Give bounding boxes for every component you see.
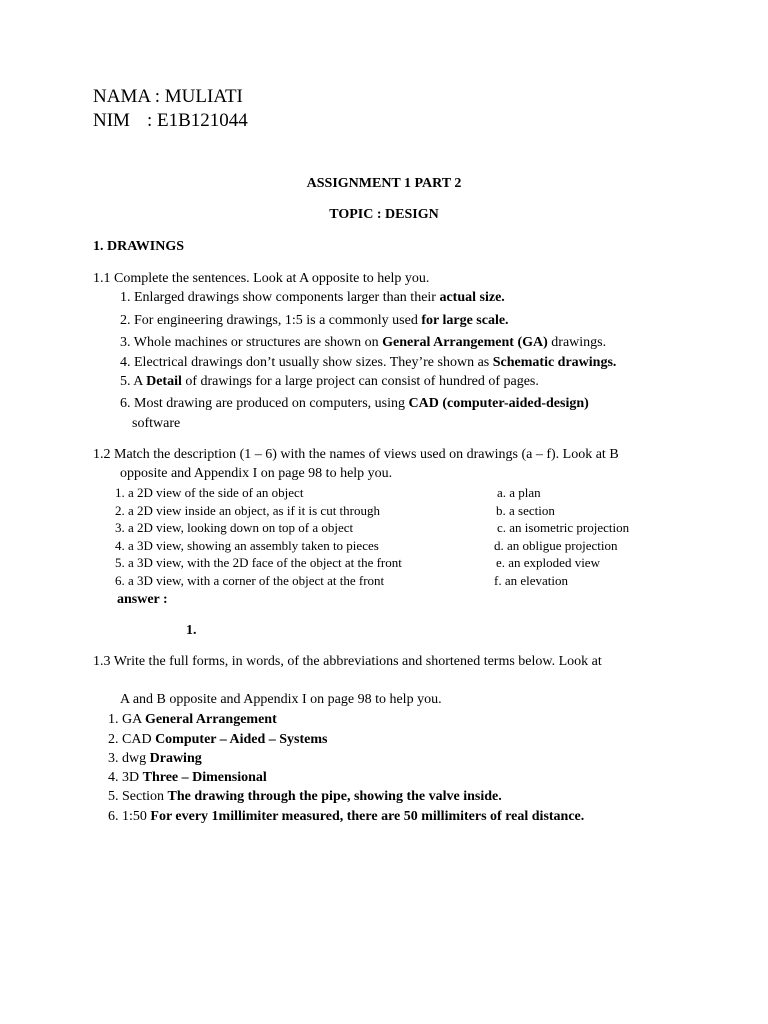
q1-1-item-2: 2. For engineering drawings, 1:5 is a commonly used for large scale. [120,313,509,328]
q1-1-answer-4: Schematic drawings. [492,355,617,370]
q1-1-answer-1: actual size. [439,290,505,305]
q1-2-answer-first: 1. [186,623,197,638]
q1-1-item-4: 4. Electrical drawings don’t usually show sizes. They’re shown as Schematic drawings. [120,355,617,370]
q1-2-answer-label: answer : [117,592,168,607]
q1-3-item-6: 6. 1:50 For every 1millimiter measured, there are 50 millimiters of real distance. [108,809,585,824]
q1-3-prompt-line1: 1.3 Write the full forms, in words, of the abbreviations and shortened terms below. Look at [93,654,602,669]
q1-1-prompt: 1.1 Complete the sentences. Look at A opposite to help you. [93,271,430,286]
student-nim-label: NIM [93,110,130,131]
q1-2-description-2: 2. a 2D view inside an object, as if it is cut through [115,503,381,518]
q1-1-item-5: 5. A Detail of drawings for a large project can consist of hundred of pages. [120,374,539,389]
q1-2-view-d: d. an obligue projection [494,538,618,553]
q1-2-view-e: e. an exploded view [496,555,600,570]
q1-3-answer-2: Computer – Aided – Systems [155,732,328,747]
q1-3-prompt-line2: A and B opposite and Appendix I on page 98 to help you. [120,692,442,707]
section-heading: 1. DRAWINGS [93,239,185,254]
q1-1-answer-6: CAD (computer-aided-design) [408,396,589,411]
q1-3-answer-4: Three – Dimensional [142,770,267,785]
q1-1-answer-2: for large scale. [421,313,509,328]
q1-3-answer-6: For every 1millimiter measured, there are 50 millimiters of real distance. [150,809,585,824]
q1-2-view-b: b. a section [496,503,555,518]
q1-1-item-1: 1. Enlarged drawings show components larger than their actual size. [120,290,505,305]
q1-1-item-6-continuation: software [132,416,181,431]
q1-2-description-5: 5. a 3D view, with the 2D face of the object at the front [115,555,402,570]
q1-2-view-c: c. an isometric projection [497,520,630,535]
q1-3-item-2: 2. CAD Computer – Aided – Systems [108,732,328,747]
q1-1-item-6: 6. Most drawing are produced on computers, using CAD (computer-aided-design) [120,396,589,411]
q1-2-description-6: 6. a 3D view, with a corner of the object at the front [115,573,385,588]
student-name: NAMA : MULIATI [93,86,243,107]
q1-2-description-4: 4. a 3D view, showing an assembly taken to pieces [115,538,379,553]
q1-2-view-a: a. a plan [497,485,541,500]
q1-2-description-3: 3. a 2D view, looking down on top of a object [115,520,354,535]
student-nim-value: : E1B121044 [147,110,248,131]
q1-3-answer-3: Drawing [149,751,202,766]
q1-2-description-1: 1. a 2D view of the side of an object [115,485,304,500]
assignment-title: ASSIGNMENT 1 PART 2 [306,176,462,191]
q1-2-prompt-line1: 1.2 Match the description (1 – 6) with the names of views used on drawings (a – f). Look at B [93,447,619,462]
q1-3-item-5: 5. Section The drawing through the pipe, showing the valve inside. [108,789,502,804]
q1-3-item-4: 4. 3D Three – Dimensional [108,770,267,785]
q1-3-answer-1: General Arrangement [144,712,277,727]
q1-1-answer-3: General Arrangement (GA) [382,335,548,350]
q1-2-prompt-line2: opposite and Appendix I on page 98 to help you. [120,466,393,481]
topic-title: TOPIC : DESIGN [329,207,439,222]
q1-1-item-3: 3. Whole machines or structures are shown on General Arrangement (GA) drawings. [120,335,607,350]
q1-3-item-1: 1. GA General Arrangement [108,712,277,727]
q1-2-view-f: f. an elevation [494,573,568,588]
q1-3-answer-5: The drawing through the pipe, showing the valve inside. [167,789,502,804]
q1-3-item-3: 3. dwg Drawing [108,751,202,766]
q1-1-answer-5: Detail [146,374,182,389]
